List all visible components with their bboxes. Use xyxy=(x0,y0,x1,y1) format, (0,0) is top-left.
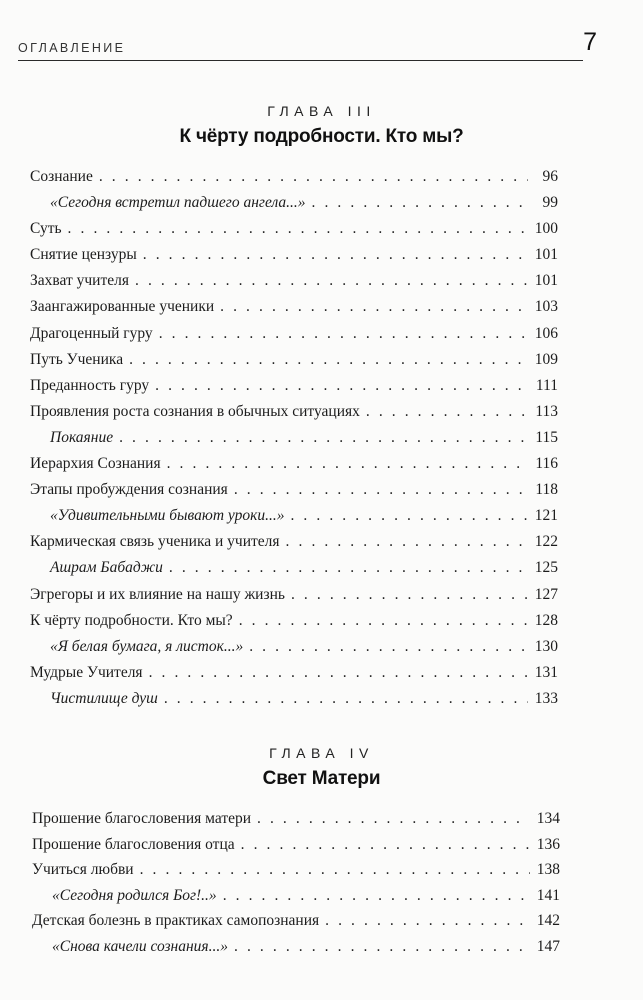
toc-entry xyxy=(30,664,558,690)
toc-subentry xyxy=(32,938,560,964)
entry-title: Ашрам Бабаджи xyxy=(50,559,163,577)
dot-leader xyxy=(155,377,528,395)
toc-entry xyxy=(30,377,558,403)
entry-page-number: 134 xyxy=(536,810,560,827)
entry-title: Кармическая связь ученика и учителя xyxy=(30,533,280,551)
toc-subentry xyxy=(30,507,558,533)
entry-page-number: 115 xyxy=(535,428,558,446)
entry-title: Этапы пробуждения сознания xyxy=(30,481,228,499)
toc-entry xyxy=(30,246,558,272)
dot-leader xyxy=(239,612,528,630)
entry-title: Учиться любви xyxy=(32,861,134,879)
entry-page-number: 121 xyxy=(534,507,558,525)
dot-leader xyxy=(140,861,530,879)
toc-subentry xyxy=(30,559,558,585)
page-number: 7 xyxy=(583,28,597,56)
entry-title: Иерархия Сознания xyxy=(30,455,161,473)
dot-leader xyxy=(241,836,530,854)
dot-leader xyxy=(220,298,528,316)
entry-page-number: 99 xyxy=(542,194,558,212)
chapter-title: К чёрту подробности. Кто мы? xyxy=(179,126,464,147)
entry-title: Драгоценный гуру xyxy=(30,324,153,342)
entry-page-number: 138 xyxy=(536,861,560,879)
toc-subentry xyxy=(30,638,558,664)
dot-leader xyxy=(290,507,528,525)
toc-subentry xyxy=(30,194,558,220)
toc-list xyxy=(30,168,558,716)
entry-title: Преданность гуру xyxy=(30,376,150,394)
entry-title: Мудрые Учителя xyxy=(30,663,143,681)
entry-page-number: 116 xyxy=(535,455,558,473)
entry-page-number: 103 xyxy=(534,298,558,316)
entry-title: Сознание xyxy=(30,168,93,185)
entry-title: «Удивительными бывают уроки...» xyxy=(50,507,285,525)
chapter-label: ГЛАВА IV xyxy=(269,745,374,761)
dot-leader xyxy=(149,664,528,682)
entry-title: Прошение благословения матери xyxy=(32,810,252,827)
toc-entry xyxy=(32,861,560,887)
dot-leader xyxy=(167,455,528,473)
entry-page-number: 101 xyxy=(534,246,558,264)
entry-page-number: 125 xyxy=(534,559,558,577)
entry-page-number: 130 xyxy=(534,637,558,655)
entry-page-number: 101 xyxy=(534,272,558,290)
dot-leader xyxy=(234,481,528,499)
entry-title: «Я белая бумага, я листок...» xyxy=(50,637,244,655)
entry-page-number: 141 xyxy=(536,886,560,904)
dot-leader xyxy=(68,220,528,238)
toc-list xyxy=(32,810,560,964)
toc-entry xyxy=(32,810,560,836)
entry-title: Эгрегоры и их влияние на нашу жизнь xyxy=(30,585,285,603)
entry-page-number: 133 xyxy=(534,689,558,707)
entry-title: Захват учителя xyxy=(30,272,129,290)
dot-leader xyxy=(164,690,528,708)
toc-subentry xyxy=(30,690,558,716)
entry-title: Заангажированные ученики xyxy=(30,298,215,316)
toc-entry xyxy=(30,586,558,612)
entry-title: Снятие цензуры xyxy=(30,246,137,264)
page-header xyxy=(18,28,597,61)
entry-title: Чистилище душ xyxy=(50,689,158,707)
dot-leader xyxy=(143,246,528,264)
dot-leader xyxy=(286,533,528,551)
entry-title: Проявления роста сознания в обычных ситуациях xyxy=(30,402,360,420)
entry-page-number: 127 xyxy=(534,585,558,603)
running-title: ОГЛАВЛЕНИЕ xyxy=(18,41,126,55)
entry-page-number: 113 xyxy=(535,402,558,420)
dot-leader xyxy=(325,912,530,930)
toc-entry xyxy=(32,912,560,938)
chapter-title: Свет Матери xyxy=(262,768,381,789)
toc-entry xyxy=(30,325,558,351)
toc-entry xyxy=(30,168,558,194)
toc-subentry xyxy=(30,429,558,455)
dot-leader xyxy=(257,810,530,828)
entry-page-number: 131 xyxy=(534,663,558,681)
entry-page-number: 128 xyxy=(534,611,558,629)
chapter-label: ГЛАВА III xyxy=(267,103,376,119)
dot-leader xyxy=(249,638,528,656)
dot-leader xyxy=(312,194,528,212)
entry-title: «Сегодня встретил падшего ангела...» xyxy=(50,194,306,212)
entry-page-number: 118 xyxy=(535,481,558,499)
entry-page-number: 100 xyxy=(534,220,558,238)
entry-page-number: 106 xyxy=(534,324,558,342)
toc-entry xyxy=(30,612,558,638)
entry-title: Прошение благословения отца xyxy=(32,835,235,853)
dot-leader xyxy=(291,586,528,604)
entry-title: Детская болезнь в практиках самопознания xyxy=(32,912,320,930)
toc-entry xyxy=(30,272,558,298)
dot-leader xyxy=(169,559,528,577)
dot-leader xyxy=(135,272,528,290)
entry-page-number: 142 xyxy=(536,912,560,930)
entry-page-number: 109 xyxy=(534,350,558,368)
entry-page-number: 96 xyxy=(542,168,558,185)
dot-leader xyxy=(159,325,528,343)
dot-leader xyxy=(366,403,528,421)
toc-entry xyxy=(30,481,558,507)
entry-page-number: 111 xyxy=(535,376,558,394)
toc-entry xyxy=(30,403,558,429)
entry-title: Покаяние xyxy=(50,428,114,446)
entry-title: К чёрту подробности. Кто мы? xyxy=(30,611,233,629)
entry-title: Путь Ученика xyxy=(30,350,124,368)
dot-leader xyxy=(234,938,530,956)
entry-page-number: 147 xyxy=(536,937,560,955)
toc-entry xyxy=(30,455,558,481)
entry-title: Суть xyxy=(30,220,62,238)
dot-leader xyxy=(223,887,530,905)
dot-leader xyxy=(99,168,528,186)
toc-entry xyxy=(30,351,558,377)
toc-entry xyxy=(30,220,558,246)
entry-title: «Снова качели сознания...» xyxy=(52,937,229,955)
dot-leader xyxy=(129,351,528,369)
toc-entry xyxy=(30,298,558,324)
entry-page-number: 122 xyxy=(534,533,558,551)
entry-title: «Сегодня родился Бог!..» xyxy=(52,886,217,904)
toc-entry xyxy=(32,836,560,862)
toc-subentry xyxy=(32,887,560,913)
toc-entry xyxy=(30,533,558,559)
entry-page-number: 136 xyxy=(536,835,560,853)
dot-leader xyxy=(119,429,528,447)
